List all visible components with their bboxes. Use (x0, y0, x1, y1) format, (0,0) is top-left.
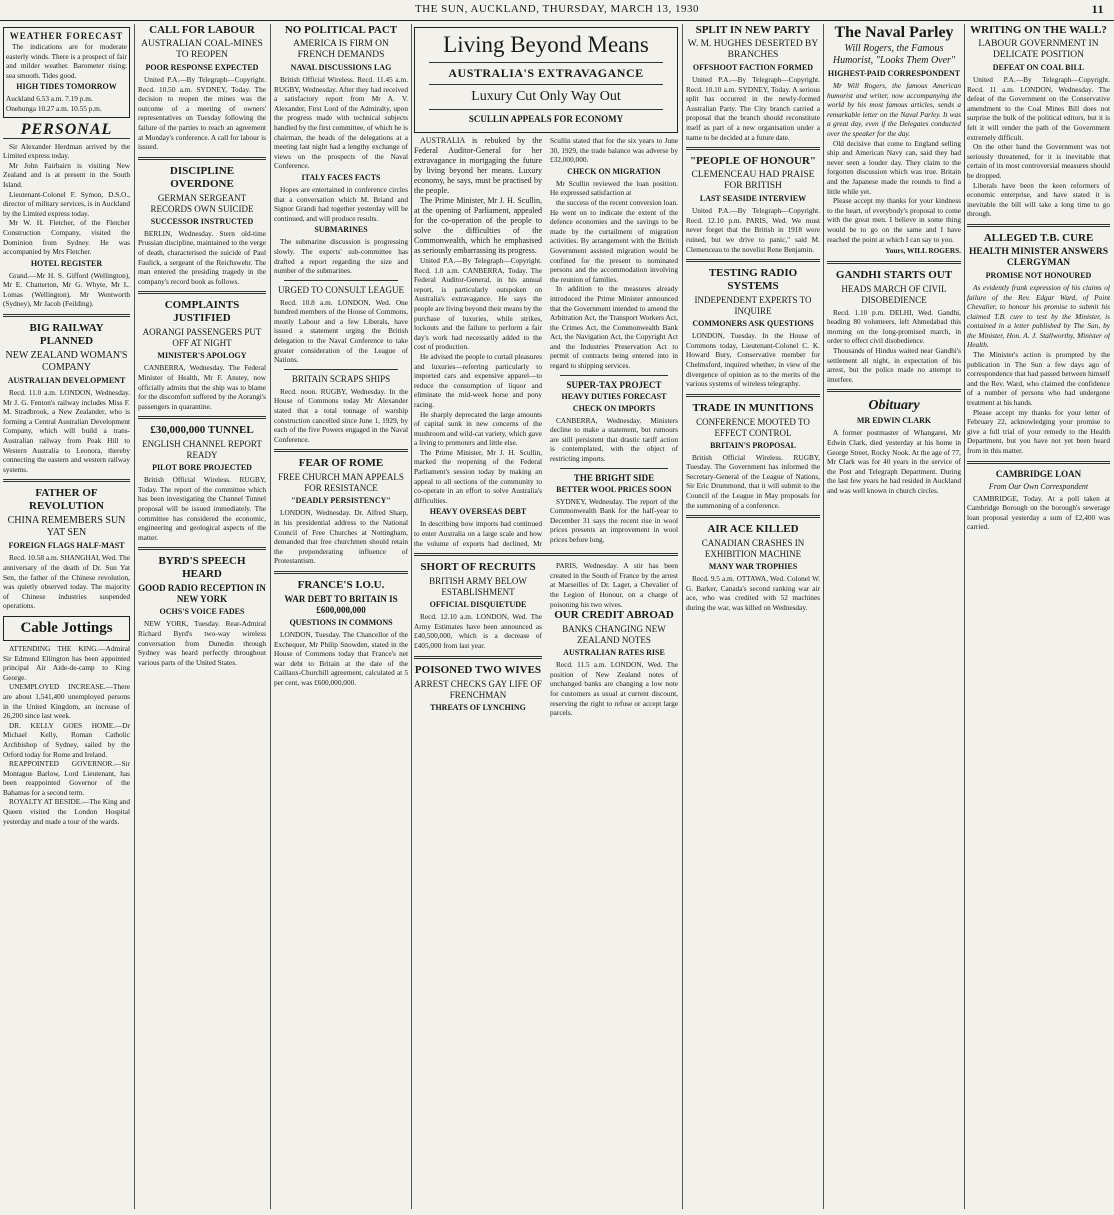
tb-cure-text: As evidently frank expression of his claims of failure of the Rev. Edgar Ward, of Point Chevalier, to honour his promise to submit his claimed T.B. cure to test by the Minister, is contained in a letter published by The Sun, by the Minister, Hon. A. J. Stallworthy, Minister of Health. (967, 282, 1110, 350)
wall-subheading: LABOUR GOVERNMENT IN DELICATE POSITION (978, 39, 1099, 60)
poison-subheading: ARREST CHECKS GAY LIFE OF FRENCHMAN (414, 678, 542, 700)
air-ace-heading: AIR ACE KILLED (707, 523, 799, 536)
tb-cure-text: Please accept my thanks for your letter of February 22, acknowledging your promise to give a full trial of your remedy to the Health Department, but you have not yet been heard from in this matter. (967, 407, 1110, 455)
discipline-heading: DISCIPLINE OVERDONE (169, 164, 235, 190)
tides-heading: HIGH TIDES TOMORROW (16, 82, 117, 92)
honour-heading: "PEOPLE OF HONOUR" (689, 155, 817, 168)
column-5 (686, 24, 820, 1209)
radio-subheading: INDEPENDENT EXPERTS TO INQUIRE (694, 295, 812, 317)
super-tax-subheading: HEAVY DUTIES FORECAST (561, 391, 667, 401)
weather-heading: WEATHER FORECAST (9, 31, 124, 41)
bright-side-subheading: BETTER WOOL PRICES SOON (556, 484, 672, 494)
masthead (0, 0, 1114, 21)
feature-lead-2: The Prime Minister, Mr J. H. Scullin, at the opening of Parliament, appealed for the co-operation of the people to solve the difficulties of the Commonwealth, which he emphasised as seriously embarrassing its progress. (414, 196, 542, 255)
weather-text: The indications are for moderate easterly winds. There is a prospect of fair and milder weather. Barometer rising; sea smooth. Tides good. (6, 42, 127, 80)
personal-item: Sir Alexander Herdman arrived by the Limited express today. (3, 141, 130, 161)
cable-item: UNEMPLOYED INCREASE.—There are about 1,541,400 unemployed persons in the United Kingdom, an increase of 26,200 since last week. (3, 682, 130, 721)
column-3 (274, 24, 408, 1209)
tunnel-subheading-2: PILOT BORE PROJECTED (152, 463, 252, 473)
gandhi-text: Thousands of Hindus waited near Gandhi's settlement all night, in expectation of his arrest, but the police made no attempt to interfere. (827, 346, 961, 384)
obituary-subheading: MR EDWIN CLARK (856, 416, 932, 426)
honour-subheading-2: LAST SEASIDE INTERVIEW (699, 194, 807, 204)
cambridge-subheading: From Our Own Correspondent (988, 481, 1089, 491)
feature-subtitle: AUSTRALIA'S EXTRAVAGANCE (448, 66, 644, 80)
byrd-text: NEW YORK, Tuesday. Rear-Admiral Richard Byrd's two-way wireless conversation from Dunedin through Sydney was heard perfectly throughout various parts of the United States. (138, 619, 266, 667)
naval-text: Old decisive that come to England selling ship and American Navy can, said they had never seen a louder day. They claim to the forgotten discussion which was true. Britain and the Japanese made the rounds to find a little while yet. (827, 138, 961, 196)
column-4 (414, 24, 678, 1209)
iou-heading: FRANCE'S I.O.U. (297, 578, 385, 591)
personal-heading: PERSONAL (3, 121, 130, 139)
radio-text: LONDON, Tuesday. In the House of Commons today, Lieutenant-Colonel C. K. Howard Bury, Conservative member for Chelmsford, inquired whether, in view of the divergence of opinion as to the merits of the various systems of wireless telegraphy. (686, 331, 820, 389)
cable-jottings-heading: Cable Jottings (20, 619, 113, 636)
split-subheading-2: OFFSHOOT FACTION FORMED (692, 63, 814, 72)
father-subheading-2: FOREIGN FLAGS HALF-MAST (8, 541, 125, 551)
feature-banner (414, 27, 678, 133)
railway-subheading-2: AUSTRALIAN DEVELOPMENT (7, 376, 126, 386)
discipline-subheading: GERMAN SERGEANT RECORDS OWN SUICIDE (150, 192, 254, 214)
complaints-heading: COMPLAINTS JUSTIFIED (164, 299, 240, 325)
wall-text: Liberals have been the keen reformers of economic enterprise, and have stated it is inevitable the bill will take a long time to go through. (967, 180, 1110, 219)
column-rule (134, 24, 135, 1209)
byrd-heading: BYRD'S SPEECH HEARD (158, 555, 246, 581)
credit-subheading: BANKS CHANGING NEW ZEALAND NOTES (562, 624, 666, 646)
heavy-debt-text: In describing how imports had continued to enter Australia on a large scale and how the volume of exports had declined, Mr Scullin stated that for the six years to June 30, 1929, the trade balance was adverse by £32,000,000. (414, 136, 678, 548)
tunnel-text: British Official Wireless. RUGBY, Today. The report of the committee which has been investigating the Channel Tunnel proposal will be issued immediately. The committee has considered the economic, engineering and geological aspects of the matter. (138, 475, 266, 542)
air-ace-subheading-2: MANY WAR TROPHIES (708, 562, 798, 572)
air-ace-subheading: CANADIAN CRASHES IN EXHIBITION MACHINE (701, 538, 805, 560)
scraps-heading: BRITAIN SCRAPS SHIPS (291, 373, 391, 384)
credit-heading: OUR CREDIT ABROAD (554, 609, 674, 622)
wall-heading: WRITING ON THE WALL? (970, 24, 1107, 36)
heavy-debt-heading: HEAVY OVERSEAS DEBT (429, 507, 527, 517)
cable-item: DR. KELLY GOES HOME.—Dr Michael Kelly, Roman Catholic Archbishop of Sydney, sailed by the Orford today for Rome and Ireland. (3, 720, 130, 759)
recruits-heading: SHORT OF RECRUITS (420, 561, 536, 574)
byrd-subheading: GOOD RADIO RECEPTION IN NEW YORK (138, 583, 266, 605)
pact-subheading: AMERICA IS FIRM ON FRENCH DEMANDS (293, 39, 389, 60)
obituary-text: A former postmaster of Whangarei, Mr Edwin Clark, died yesterday at his home in George Street, Rocky Nook. At the age of 77, Mr Clark was for 40 years in the service of the Post and Telegraph Department. During the last few years he had resided in Auckland and was well known in church circles. (827, 428, 961, 495)
iou-subheading: WAR DEBT TO BRITAIN IS £600,000,000 (284, 593, 398, 615)
railway-heading: BIG RAILWAY PLANNED (29, 322, 104, 348)
cable-item: ATTENDING THE KING.—Admiral Sir Edmund Ellington has been appointed principal Air Aide-de-camp to King George. (3, 643, 130, 682)
iou-text: LONDON, Tuesday. The Chancellor of the Exchequer, Mr Philip Snowden, stated in the House of Commons today that France's net war debt to Britain at the date of the Caillaux-Churchill agreement, calculated at 5 per cent, was £600,000,000. (274, 629, 408, 687)
feature-body-text: the success of the recent conversion loan. He went on to indicate the extent of the defence economies and the savings to be made by the curtailment of migration activities. By arrangement with the British Government assisted migration would be confined for the present to nominated persons and the accommodation involving the reunion of families. (550, 197, 678, 284)
trade-text: British Official Wireless. RUGBY, Tuesday. The Government has informed the Secretary-General of the League of Nations, Sir Eric Drummond, that it will submit to the Council of the League in May proposals for the summoning of a conference. (686, 452, 820, 510)
feature-title: Living Beyond Means (443, 32, 649, 57)
feature-lead: AUSTRALIA is rebuked by the Federal Auditor-General for her extravagance in mortgaging the future by living beyond her means. Luxury economy, he says, must be practised by the people. (414, 136, 542, 195)
column-2 (138, 24, 266, 1209)
coal-text: United P.A.—By Telegraph—Copyright. Recd. 10.50 a.m. SYDNEY, Today. The decision to reopen the mines was the outcome of a meeting of owners' representatives on Tuesday following the failure of the parties to reach an agreement at Monday's conference. A call for labour is issued. (138, 75, 266, 152)
personal-item: Mr John Fairbairn is visiting New Zealand and is at present in the South Island. (3, 160, 130, 189)
bright-side-text: SYDNEY, Wednesday. The report of the Commonwealth Bank for the half-year to December 31 says the recent rise in wool prices presents an improvement in wool prices before long. (550, 496, 678, 544)
feature-body-text: He sharply deprecated the large amounts of capital sunk in new concerns of the mushroom and wild-cat variety, which gave a living to promoters and little else. (414, 409, 542, 448)
tides-auckland: Auckland 6.53 a.m. 7.19 p.m. (6, 94, 93, 104)
naval-subheading: Will Rogers, the Famous Humorist, "Looks Them Over" (832, 43, 956, 66)
super-tax-text: CANBERRA, Wednesday. Ministers decline to make a statement, but rumours are still persistent that drastic tariff action is contemplated, with the object of restricting imports. (550, 415, 678, 464)
submarines-text: The submarine discussion is progressing slowly. The experts' sub-committee has drafted a report regarding the size and number of the submarines. (274, 237, 408, 276)
railway-text: Recd. 11.0 a.m. LONDON, Wednesday. Mr J. G. Fenton's railway includes Miss F. M. Stradbrook, a New Zealander, who is forming a Central Australian Development Company, which will build a trans-Australian railway from Peak Hill to Western Australia to Leonora, thereby connecting the eastern and western railway systems. (3, 388, 130, 474)
column-rule (964, 24, 965, 1209)
iou-subheading-2: QUESTIONS IN COMMONS (289, 617, 393, 627)
discipline-text: BERLIN, Wednesday. Stern old-time Prussian discipline, maintained to the verge of death, characterised the suicide of Paul Faulick, a sergeant of the Reichswehr. The man entered the presiding tragedy in the company's record book as follows. (138, 228, 266, 286)
credit-text: Recd. 11.5 a.m. LONDON, Wed. The position of New Zealand notes of unchanged banks are changing a low note for customers as usual at current discount, reserving the right to refuse or accept large parcels. (550, 660, 678, 718)
father-heading: FATHER OF REVOLUTION (29, 487, 104, 513)
pact-heading: NO POLITICAL PACT (284, 24, 398, 36)
obituary-heading: Obituary (868, 398, 920, 414)
bright-side-heading: THE BRIGHT SIDE (573, 472, 655, 483)
credit-subheading-2: AUSTRALIAN RATES RISE (563, 648, 665, 658)
tb-cure-heading: ALLEGED T.B. CURE (983, 231, 1094, 244)
complaints-subheading-2: MINISTER'S APOLOGY (157, 351, 247, 361)
coal-subheading: AUSTRALIAN COAL-MINES TO REOPEN (141, 39, 263, 60)
column-7 (967, 24, 1110, 1209)
italy-heading: ITALY FACES FACTS (301, 172, 381, 182)
discipline-subheading-2: SUCCESSOR INSTRUCTED (150, 216, 254, 226)
recruits-subheading-2: OFFICIAL DISQUIETUDE (429, 600, 527, 610)
personal-item: Lieutenant-Colonel F. Symon, D.S.O., director of military services, is in Auckland by the Limited express today. (3, 189, 130, 218)
naval-heading: The Naval Parley (834, 24, 954, 41)
cambridge-heading: CAMBRIDGE LOAN (995, 468, 1082, 479)
rome-heading: FEAR OF ROME (298, 457, 384, 470)
pact-text: British Official Wireless. Recd. 11.45 a.m. RUGBY, Wednesday. After they had received a satisfactory report from Mr A. V. Alexander, First Lord of the Admiralty, upon the progress made with technical subjects handled by the first committee, of which he is chairman, the heads of the delegations at a meeting last night had a lengthy exchange of views on the prospects of the Naval Conference. (274, 75, 408, 171)
scraps-text: Recd. noon. RUGBY, Wednesday. In the House of Commons today Mr Alexander stated that a total tonnage of warship construction cancelled since June 1, 1929, by each of the five Powers engaged in the Naval Conference. (274, 386, 408, 444)
cable-item: ROYALTY AT BESIDE.—The King and Queen visited the London Hospital yesterday and made a tour of the wards. (3, 797, 130, 826)
pact-subheading-2: NAVAL DISCUSSIONS LAG (290, 63, 392, 72)
feature-body (414, 136, 678, 548)
coal-subheading-2: POOR RESPONSE EXPECTED (145, 63, 259, 72)
check-migration-heading: CHECK ON MIGRATION (567, 166, 661, 176)
gandhi-text: Recd. 1.10 p.m. DELHI, Wed. Gandhi, heading 80 volunteers, left Ahmedabad this morning on the long-promised march, in order to effect civil disobedience. (827, 307, 961, 346)
hotel-text: Grand.—Mr H. S. Gifford (Wellington), Mr E. Chatterton, Mr G. Whyte, Mr L. Lomas (Wellington), Mr Wentworth (Sydney), Mr Jacob (Feilding). (3, 270, 130, 309)
recruits-subheading: BRITISH ARMY BELOW ESTABLISHMENT (429, 576, 527, 598)
feature-subtitle-2: Luxury Cut Only Way Out (471, 89, 621, 104)
feature-lower (414, 561, 678, 718)
check-migration-text: Mr Scullin reviewed the loan position. He expressed satisfaction at (550, 178, 678, 198)
coal-heading: CALL FOR LABOUR (149, 24, 255, 36)
italy-text: Hopes are entertained in conference circles that a conversation which M. Briand and Signor Grandi had together yesterday will be continued, and will produce results. (274, 184, 408, 223)
gandhi-subheading: HEADS MARCH OF CIVIL DISOBEDIENCE (841, 283, 947, 305)
column-6 (827, 24, 961, 1209)
column-1 (3, 24, 130, 1209)
weather-box (3, 27, 130, 118)
tunnel-subheading: ENGLISH CHANNEL REPORT READY (142, 439, 262, 461)
naval-subheading-2: HIGHEST-PAID CORRESPONDENT (827, 69, 961, 78)
rome-subheading-2: "DEADLY PERSISTENCY" (291, 496, 391, 506)
air-ace-text: Recd. 9.5 a.m. OTTAWA, Wed. Colonel W. G. Barker, Canada's second ranking war air ace, who was credited with 52 machines during the war, was killed on Wednesday. (686, 574, 820, 613)
split-subheading: W. M. HUGHES DESERTED BY BRANCHES (687, 39, 819, 60)
trade-subheading-2: BRITAIN'S PROPOSAL (710, 440, 796, 450)
trade-heading: TRADE IN MUNITIONS (692, 401, 814, 414)
radio-heading: TESTING RADIO SYSTEMS (708, 267, 798, 293)
gandhi-heading: GANDHI STARTS OUT (835, 268, 953, 281)
naval-signature: Yours, WILL ROGERS. (885, 246, 961, 256)
tides-onehunga: Onehunga 10.27 a.m. 10.55 p.m. (6, 103, 102, 113)
column-rule (411, 24, 412, 1209)
honour-subheading: CLEMENCEAU HAD PRAISE FOR BRITISH (691, 170, 815, 192)
page-number: 11 (1091, 2, 1104, 16)
super-tax-subheading-2: CHECK ON IMPORTS (572, 403, 656, 413)
tb-cure-text: The Minister's action is prompted by the publication in The Sun a few days ago of correspondence that had passed between himself and the Rev. Ward, who claimed the confidence of a number of persons who had undergone treatment at his hands. (967, 350, 1110, 408)
complaints-text: CANBERRA, Wednesday. The Federal Minister of Health, Mr F. Anstey, now officially admits that the ship was to blame for the discomfort suffered by the Aorangi's passengers in quarantine. (138, 363, 266, 411)
tb-cure-subheading-2: PROMISE NOT HONOURED (985, 270, 1092, 280)
railway-subheading: NEW ZEALAND WOMAN'S COMPANY (5, 350, 128, 374)
wall-text: United P.A.—By Telegraph—Copyright. Recd. 11 a.m. LONDON, Wednesday. The defeat of the Government on the Conservative amendment to the Coal Mines Bill does not surprise the bulk of the political editors, but it is felt it will render the path of the Government extremely difficult. (967, 75, 1110, 142)
complaints-subheading: AORANGI PASSENGERS PUT OFF AT NIGHT (142, 327, 262, 349)
honour-text: United P.A.—By Telegraph—Copyright. Recd. 12.10 p.m. PARIS, Wed. We must never forget that the British in 1918 were ruined, but we drive to panic," said M. Clemenceau to the novelist Rene Benjamin. (686, 206, 820, 254)
wall-subheading-2: DEFEAT ON COAL BILL (992, 63, 1085, 72)
recruits-text: Recd. 12.10 a.m. LONDON, Wed. The Army Estimates have been announced as £40,500,000, which is a decrease of £405,000 from last year. (414, 612, 542, 650)
feature-body-text: United P.A.—By Telegraph—Copyright. Recd. 1.0 a.m. CANBERRA, Today. The Federal Auditor-General, in his annual report, is particularly outspoken on Australia's extravagance. He says the people are living beyond their means by the purchase of luxuries, while strikes, lockouts and the failure to perform a fair day's work had necessarily added to the cost of production. (414, 256, 542, 352)
poison-heading: POISONED TWO WIVES (414, 663, 542, 676)
feature-subtitle-3: SCULLIN APPEALS FOR ECONOMY (468, 114, 624, 124)
column-rule (270, 24, 271, 1209)
rome-subheading: FREE CHURCH MAN APPEALS FOR RESISTANCE (278, 472, 404, 494)
personal-item: Mr W. H. Fletcher, of the Fletcher Construction Company, visited the Dominion from Sydney. He was accompanied by Mrs Fletcher. (3, 218, 130, 257)
cable-item: REAPPOINTED GOVERNOR.—Sir Montague Barlow, Lord Lieutenant, has been reappointed Governor of the Bahamas for a second term. (3, 759, 130, 797)
naval-text: Please accept my thanks for your kindness to the heart, of everybody's proposal to come with the great men. I believe in some thing would be to go on the same and I have reached the point at which I can say to you. (827, 196, 961, 244)
hotel-heading: HOTEL REGISTER (30, 258, 103, 268)
split-heading: SPLIT IN NEW PARTY (695, 24, 811, 36)
naval-text: Mr Will Rogers, the famous American humorist and writer, now accompanying the world by his most famous articles, sends a remarkable letter on the Naval Parley. It was a great day, even if the Delegates conducted over the speaker for the day. (827, 81, 961, 138)
poison-subheading-2: THREATS OF LYNCHING (430, 702, 526, 712)
byrd-subheading-2: OCHS'S VOICE FADES (159, 607, 245, 617)
urged-text: Recd. 10.8 a.m. LONDON, Wed. One hundred members of the House of Commons, mostly Labour and a few Liberals, have issued a statement urging the British delegation to the Naval Conference to take greater consideration of the League of Nations. (274, 297, 408, 365)
split-text: United P.A.—By Telegraph—Copyright. Recd. 10.10 a.m. SYDNEY, Today. A serious split has occurred in the newly-formed Australian Party. The City branch carried a proposal that the branch should reconstitute itself as part of a new organisation under a name to be decided at a future date. (686, 75, 820, 142)
tunnel-heading: £30,000,000 TUNNEL (150, 424, 254, 437)
submarines-heading: SUBMARINES (314, 225, 368, 235)
tb-cure-subheading: HEALTH MINISTER ANSWERS CLERGYMAN (968, 246, 1109, 268)
cable-jottings-banner (3, 616, 130, 641)
super-tax-heading: SUPER-TAX PROJECT (566, 379, 662, 390)
feature-body-text: He advised the people to curtail pleasures and luxuries—referring particularly to imported cars and expensive apparel—to reduce the consumption of liquor and eliminate the mid-week horse and pony racing. (414, 351, 542, 409)
masthead-title: THE SUN, AUCKLAND, THURSDAY, MARCH 13, 1930 (414, 3, 700, 15)
rome-text: LONDON, Wednesday. Dr. Alfred Sharp, in his presidential address to the National Council of Free Churches at Nottingham, demanded that free churchmen should retain the preponderating influence of Protestantism. (274, 508, 408, 566)
column-rule (823, 24, 824, 1209)
radio-subheading-2: COMMONERS ASK QUESTIONS (692, 319, 814, 329)
poison-text: PARIS, Wednesday. A stir has been created in the South of France by the arrest at Marseilles of Dr. Laget, a Chevalier of the Legion of Honour, on a charge of poisoning his two wives. (550, 561, 678, 609)
father-text: Recd. 10.58 a.m. SHANGHAI, Wed. The anniversary of the death of Dr. Sun Yat Sen, the father of the Chinese revolution, was quietly observed today. The majority of Chinese industries suspended operations. (3, 553, 130, 611)
column-rule (682, 24, 683, 1209)
father-subheading: CHINA REMEMBERS SUN YAT SEN (7, 515, 126, 539)
feature-body-text: The Prime Minister, Mr J. H. Scullin, marked the reopening of the Federal Parliament's session today by making an appeal to all sections of the community to co-operate in an effort to solve Australia's difficulties. (414, 447, 542, 505)
trade-subheading: CONFERENCE MOOTED TO EFFECT CONTROL (696, 416, 810, 438)
feature-body-text: In addition to the measures already introduced the Prime Minister announced that the Government intended to amend the Arbitration Act, the Transport Workers Act, the Crimes Act, the Commonwealth Bank Act, the Navigation Act, the Copyright Act and the Industries Preservation Act to permit of contracts being entered into in regard to shipping services. (550, 284, 678, 371)
wall-text: On the other hand the Government was not seriously threatened, for it is inevitable that certain of its most controversial measures should be dropped. (967, 142, 1110, 180)
urged-heading: URGED TO CONSULT LEAGUE (278, 284, 404, 295)
cambridge-text: CAMBRIDGE, Today. At a poll taken at Cambridge Borough on the borough's sewerage loan proposal yesterday a sum of £2,400 was carried. (967, 493, 1110, 532)
